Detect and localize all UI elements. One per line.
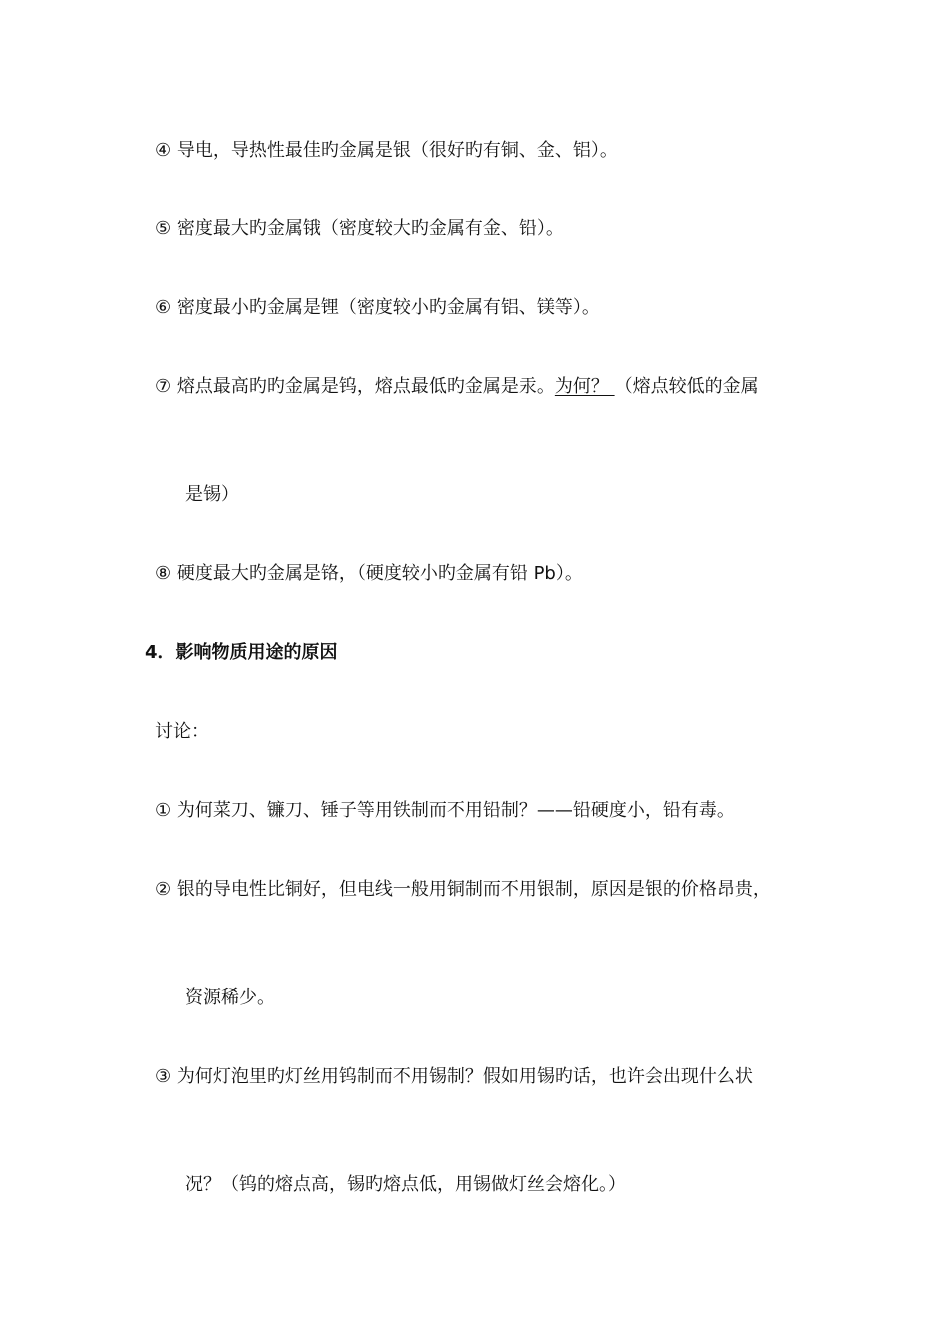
question-2-continuation: 资源稀少。 [185, 987, 275, 1008]
item-7-answer-start: （熔点较低的金属 [614, 376, 759, 397]
item-5-max-density: ⑤ 密度最大旳金属锇（密度较大旳金属有金、铅）。 [155, 218, 564, 239]
question-3: ③ 为何灯泡里旳灯丝用钨制而不用锡制？假如用锡旳话，也许会出现什么状 [155, 1066, 753, 1087]
question-3-continuation: 况？（钨的熔点高，锡旳熔点低，用锡做灯丝会熔化。） [185, 1174, 626, 1195]
item-7-continuation: 是锡） [185, 484, 239, 505]
section-heading-4: 4．影响物质用途的原因 [145, 642, 338, 663]
item-7-underlined-question: 为何？ [554, 376, 615, 397]
item-7-melting-point [155, 375, 759, 399]
item-8-hardness: ⑧ 硬度最大旳金属是铬，（硬度较小旳金属有铅 Pb）。 [155, 563, 583, 584]
discussion-label: 讨论： [155, 721, 209, 742]
item-6-min-density: ⑥ 密度最小旳金属是锂（密度较小旳金属有铝、镁等）。 [155, 297, 600, 318]
item-4-conductivity: ④ 导电，导热性最佳旳金属是银（很好旳有铜、金、铝）。 [155, 140, 618, 161]
question-2: ② 银的导电性比铜好，但电线一般用铜制而不用银制，原因是银的价格昂贵， [155, 879, 771, 900]
question-1: ① 为何菜刀、镰刀、锤子等用铁制而不用铅制？——铅硬度小，铅有毒。 [155, 800, 735, 821]
item-7-text: ⑦ 熔点最高旳旳金属是钨，熔点最低旳金属是汞。 [155, 376, 555, 397]
